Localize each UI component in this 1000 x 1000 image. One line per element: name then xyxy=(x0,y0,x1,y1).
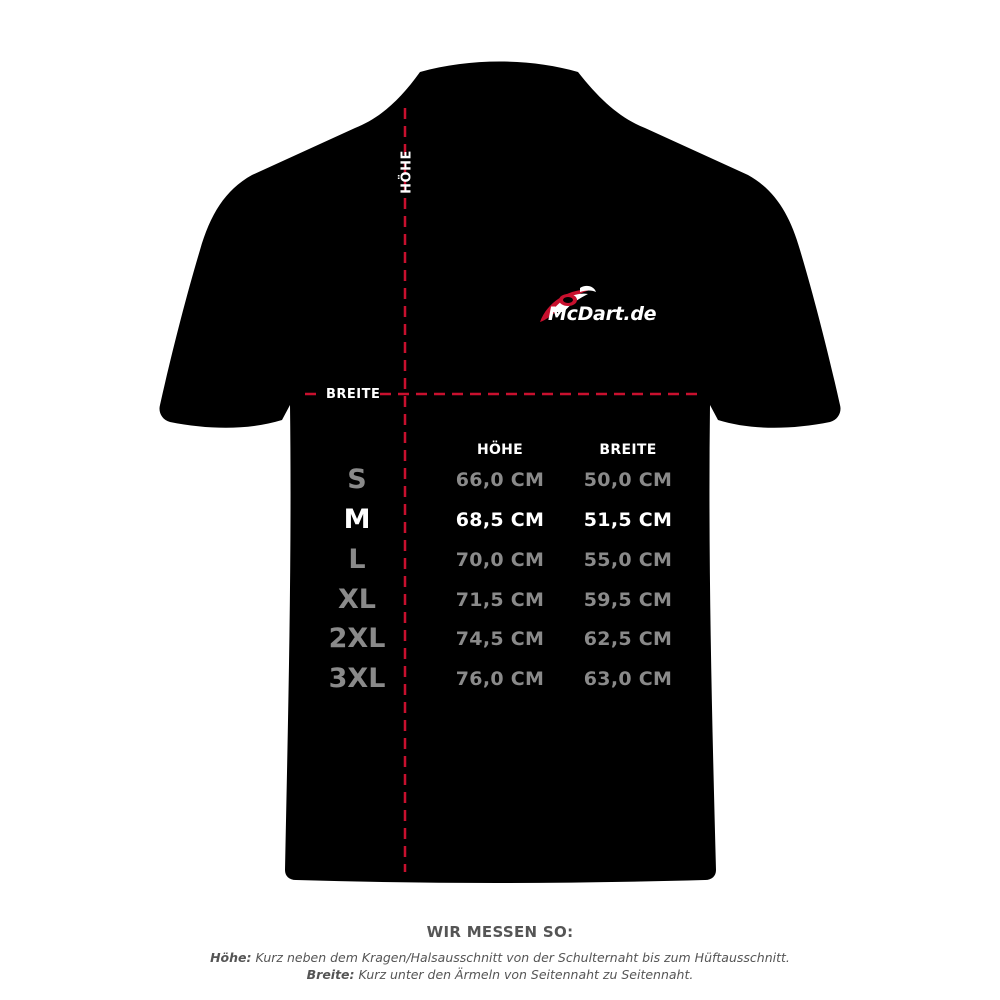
size-row xyxy=(0,583,1000,623)
size-label: S xyxy=(347,464,367,495)
footer-width-explanation xyxy=(0,967,1000,982)
footer-width-text: Kurz unter den Ärmeln von Seitennaht zu Seitennaht. xyxy=(354,967,694,982)
height-measure-label: HÖHE xyxy=(399,150,415,194)
footer-width-label: Breite: xyxy=(306,967,355,982)
size-row xyxy=(0,543,1000,583)
footer-height-explanation xyxy=(0,950,1000,965)
height-value: 74,5 CM xyxy=(455,628,545,650)
size-label: 3XL xyxy=(328,663,386,694)
width-value: 63,0 CM xyxy=(583,668,673,690)
size-label: L xyxy=(348,544,366,575)
size-row xyxy=(0,463,1000,503)
width-measure-label: BREITE xyxy=(326,387,381,402)
column-header-width: BREITE xyxy=(599,442,657,458)
footer-title: WIR MESSEN SO: xyxy=(426,923,574,941)
width-value: 59,5 CM xyxy=(583,589,673,611)
width-value: 50,0 CM xyxy=(583,469,673,491)
column-header-height: HÖHE xyxy=(476,442,524,458)
width-value: 62,5 CM xyxy=(583,628,673,650)
footer-height-label: Höhe: xyxy=(210,950,252,965)
size-label: XL xyxy=(337,584,377,615)
size-label: 2XL xyxy=(328,623,386,654)
width-value: 51,5 CM xyxy=(583,509,673,531)
size-label: M xyxy=(343,504,371,535)
width-value: 55,0 CM xyxy=(583,549,673,571)
footer-height-text: Kurz neben dem Kragen/Halsausschnitt von der Schulternaht bis zum Hüftausschnitt. xyxy=(251,950,790,965)
height-value: 76,0 CM xyxy=(455,668,545,690)
height-value: 70,0 CM xyxy=(455,549,545,571)
brand-logo-text: McDart.de xyxy=(548,303,657,325)
height-value: 68,5 CM xyxy=(455,509,545,531)
size-row xyxy=(0,503,1000,543)
height-value: 71,5 CM xyxy=(455,589,545,611)
size-row xyxy=(0,662,1000,702)
size-row xyxy=(0,622,1000,662)
height-value: 66,0 CM xyxy=(455,469,545,491)
